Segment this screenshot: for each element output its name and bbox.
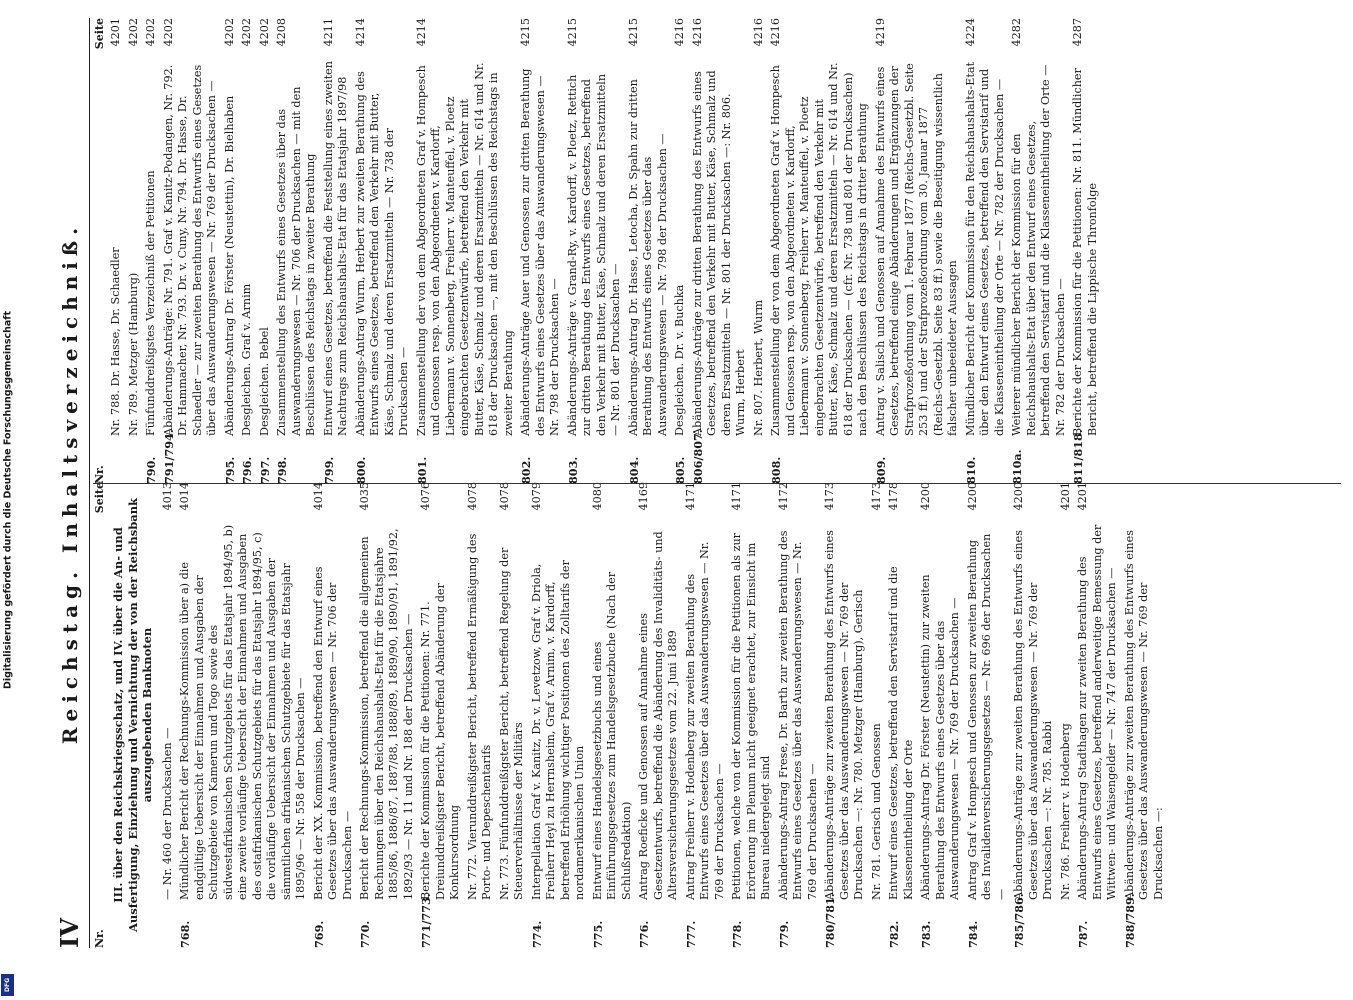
seite-label: Seite xyxy=(93,18,106,50)
toc-entry xyxy=(684,482,728,948)
entry-text: Abänderungs-Antrag Stadthagen zur zweiten Berathung des Entwurfs eines Gesetzes, betreffend anderweitige Bemessung der Wittwen- und Waisengelder — Nr. 747 der Drucksachen — xyxy=(1076,524,1118,900)
entry-number: 800. xyxy=(353,456,368,484)
toc-entry xyxy=(769,18,871,484)
entry-text: Abänderungs-Antrag Wurm, Herbert zur zweiten Berathung des Entwurfs eines Gesetzes, betreffend den Verkehr mit Butter, Käse, Schmalz und deren Ersatzmitteln — Nr. 738 der Drucksachen — xyxy=(353,71,410,436)
entry-page: 4014 xyxy=(311,482,325,511)
entry-page: 4211 xyxy=(321,18,335,47)
entry-text: Desgleichen. Graf v. Arnim xyxy=(240,283,253,436)
toc-entry xyxy=(127,18,142,484)
entry-page: 4215 xyxy=(565,18,579,47)
entry-number: 809. xyxy=(873,456,888,484)
entry-number: 775. xyxy=(590,920,605,948)
entry-text: Desgleichen. Dr. v. Buchka xyxy=(673,284,686,436)
entry-number xyxy=(1059,900,1074,948)
toc-entry xyxy=(637,482,681,948)
entry-page: 4202 xyxy=(257,18,271,47)
entry-page: 4202 xyxy=(222,18,236,47)
entry-text: Abänderungs-Antrag Dr. Förster (Neustettin), Dr. Bielhaben xyxy=(222,95,236,436)
toc-entry xyxy=(223,18,238,484)
toc-entry xyxy=(1012,482,1056,948)
entry-number: 776. xyxy=(637,920,651,948)
header-rule xyxy=(89,18,90,948)
entry-number: 799. xyxy=(321,456,336,484)
toc-entry xyxy=(530,482,588,948)
entry-number: 810a. xyxy=(1010,449,1024,484)
entry-text: Abänderungs-Antrag Dr. Förster (Neustettin) zur zweiten Berathung des Entwurfs eines Gesetzes über das Auswanderungswesen — Nr. 769 der Drucksachen — xyxy=(919,574,961,900)
entry-page: 4078 xyxy=(465,482,479,511)
entry-page: 4076 xyxy=(419,482,432,511)
entry-number: 802. xyxy=(519,456,533,484)
entry-page: 4214 xyxy=(353,18,367,47)
entry-number: 780/781. xyxy=(823,893,837,948)
toc-entry xyxy=(627,18,671,484)
entry-number: 769. xyxy=(311,920,326,948)
entry-text: Abänderungs-Anträge v. Grand-Ry, v. Kardorff, v. Ploetz, Rettich zur dritten Berathung des Entwurfs eines Gesetzes, betreffend den Verkehr mit Butter, Käse, Schmalz und deren Ersatzmitteln — Nr. 801 der Drucksachen — xyxy=(565,73,622,436)
toc-entry xyxy=(823,482,867,948)
entry-page: 4200 xyxy=(965,482,979,511)
toc-entry xyxy=(1071,18,1100,484)
toc-entry xyxy=(519,18,563,484)
entry-page: 4013 xyxy=(160,482,174,511)
entry-page: 4173 xyxy=(823,482,836,511)
entry-number: 801. xyxy=(414,456,429,484)
toc-entry xyxy=(966,482,1010,948)
entry-text: Berichte der Kommission für die Petitionen: Nr. 771. Dreiunddreißigster Bericht, betreffend Abänderung der Konkursordnung xyxy=(419,583,461,900)
toc-entry xyxy=(240,18,255,484)
entry-number: 784. xyxy=(965,920,980,948)
entry-number: 790. xyxy=(144,456,158,484)
entry-number: 770. xyxy=(358,920,372,948)
entry-text: Antrag Roeficke und Genossen auf Annahme eines Gesetzentwurfs, betreffend die Abänderung des Invaliditäts- und Altersversicherungsgesetzes vom 22. Juni 1889 xyxy=(637,531,679,900)
toc-entry xyxy=(275,18,319,484)
digitization-footer xyxy=(0,0,16,1000)
entry-page: 4202 xyxy=(126,18,140,47)
entry-page: 4214 xyxy=(414,18,428,47)
toc-entry xyxy=(673,18,688,484)
entry-text: Abänderungs-Anträge: Nr. 791. Graf v. Kanitz-Podangen, Nr. 792. Dr. Hammacher, Nr. 793. Dr. v. Cuny, Nr. 794. Dr. Hasse, Dr. Schaedler — zur zweiten Berathung des Entwurfs eines Gesetzes über das Auswanderungswesen — Nr. 769 der Drucksachen — xyxy=(161,64,218,436)
entry-text: Abänderungs-Anträge zur zweiten Berathung des Entwurfs eines Gesetzes über das Auswanderungswesen — Nr. 769 der Drucksachen —: Nr. 785. Rabbi xyxy=(1012,530,1054,900)
entry-page: 4215 xyxy=(626,18,640,47)
entry-number: 768. xyxy=(178,920,192,948)
left-column-header xyxy=(93,482,109,948)
entry-page: 4202 xyxy=(144,18,157,47)
entry-page: 4079 xyxy=(529,482,543,511)
entry-number: 803. xyxy=(565,456,580,484)
entry-number: 777. xyxy=(683,920,698,948)
entry-text: Nr. 789. Metzger (Hamburg) xyxy=(126,272,140,436)
entry-number xyxy=(466,900,495,948)
entry-page: 4215 xyxy=(519,18,532,47)
page-title: Reichstag. Inhaltsverzeichniß. xyxy=(58,221,82,745)
nr-label: Nr. xyxy=(93,465,106,484)
entry-page: 4287 xyxy=(1071,18,1084,47)
entry-text: Desgleichen. Bebel xyxy=(257,327,271,436)
entry-text: Berichte der Kommission für die Petitionen: Nr. 811. Mündlicher Bericht, betreffend die Lippische Thronfolge xyxy=(1071,68,1099,436)
right-column-header xyxy=(93,18,109,484)
right-column xyxy=(93,18,1341,484)
entry-text: Antrag Graf v. Hompesch und Genossen zur zweiten Berathung des Invalidenversicherungsgesetzes — Nr. 696 der Drucksachen — xyxy=(965,533,1008,900)
entry-number: 805. xyxy=(673,456,687,484)
entry-text: Entwurf eines Gesetzes, betreffend den Servistarif und die Klasseneintheilung der Orte xyxy=(887,566,915,900)
right-entry-list xyxy=(109,18,1100,484)
entry-text: Nr. 786. Freiherr v. Hodenberg xyxy=(1058,723,1072,900)
entry-page: 4201 xyxy=(1058,482,1072,511)
toc-entry xyxy=(566,18,624,484)
entry-text: Abänderungs-Antrag Frese, Dr. Barth zur zweiten Berathung des Entwurfs eines Gesetzes über das Auswanderungswesen — Nr. 769 der Drucksachen — xyxy=(776,530,819,900)
entry-page: 4216 xyxy=(673,18,686,47)
entry-number: 785/786. xyxy=(1012,893,1026,948)
toc-entry xyxy=(258,18,273,484)
toc-entry xyxy=(1123,482,1167,948)
entry-number: 787. xyxy=(1076,920,1090,948)
entry-number: 804. xyxy=(626,456,641,484)
left-column xyxy=(93,482,1341,948)
entry-number: 778. xyxy=(730,920,744,948)
entry-number xyxy=(127,436,142,484)
entry-number: 811/818. xyxy=(1071,429,1085,484)
entry-page: 4202 xyxy=(240,18,253,47)
toc-entry xyxy=(419,482,463,948)
entry-page: 4171 xyxy=(683,482,697,511)
entry-text: Nr. 773. Fünfunddreißigster Bericht, betreffend Regelung der Steuerverhältnisse der Militärs xyxy=(497,547,525,900)
entry-number: 779. xyxy=(776,920,791,948)
entry-number: 771/773. xyxy=(419,893,433,948)
entry-page xyxy=(1123,482,1167,518)
page-number: IV xyxy=(55,918,84,948)
entry-text: Abänderungs-Anträge zur zweiten Berathung des Entwurfs eines Gesetzes über das Auswanderungswesen — Nr. 769 der Drucksachen —: xyxy=(1122,530,1165,900)
entry-page: 4282 xyxy=(1010,18,1023,47)
toc-entry xyxy=(874,18,961,484)
toc-entry xyxy=(919,482,963,948)
entry-page: 4200 xyxy=(919,482,932,511)
entry-number: 795. xyxy=(222,456,237,484)
toc-entry xyxy=(752,18,767,484)
toc-entry xyxy=(1076,482,1120,948)
toc-entry xyxy=(870,482,885,948)
toc-entry xyxy=(144,18,159,484)
entry-text: Nr. 788. Dr. Hasse, Dr. Schaedler xyxy=(109,247,122,436)
entry-page: 4216 xyxy=(769,18,782,47)
entry-text: Abänderungs-Anträge zur zweiten Berathung des Entwurfs eines Gesetzes über das Auswanderungswesen — Nr. 769 der Drucksachen —: Nr. 780. Metzger (Hamburg), Gerisch xyxy=(823,530,865,900)
dfg-logo: DFG xyxy=(1,974,14,996)
entry-number: 808. xyxy=(769,456,783,484)
entry-text: Nr. 807. Herbert, Wurm xyxy=(751,299,765,436)
entry-page: 4080 xyxy=(590,482,604,511)
entry-number: 774. xyxy=(529,920,544,948)
toc-entry xyxy=(312,482,356,948)
entry-page: 4178 xyxy=(887,482,900,511)
entry-text: Nr. 772. Vierunddreißigster Bericht, betreffend Ermäßigung des Porto- und Depeschentarifs xyxy=(465,533,493,900)
entry-page: 4216 xyxy=(751,18,765,47)
entry-text: Nr. 781. Gerisch und Genossen xyxy=(869,723,883,900)
entry-page: 4173 xyxy=(869,482,883,511)
entry-page: 4216 xyxy=(690,18,704,47)
entry-page: 4171 xyxy=(730,482,743,511)
entry-text: Antrag Freiherr v. Hodenberg zur zweiten Berathung des Entwurfs eines Gesetzes über das Auswanderungswesen — Nr. 769 der Drucksachen — xyxy=(683,541,726,900)
entry-page: 4169 xyxy=(637,482,650,511)
entry-text: Mündlicher Bericht der Rechnungs-Kommission über a) die endgültige Uebersicht der Einnahmen und Ausgaben der Schutzgebiete von Kamerun und Togo sowie des südwestafrikanischen Schutzgebiets für das Etatsjahr 1894/95, b) eine zweite vorläufige Uebersicht der Einnahmen und Ausgaben des ostafrikanischen Schutzgebiets für das Etatsjahr 1894/95, c) die vorläufige Uebersicht der Einnahmen und Ausgaben der sämmtlichen afrikanischen Schutzgebiete für das Etatsjahr 1895/96 — Nr. 558 der Drucksachen — xyxy=(178,524,307,900)
entry-text: Abänderungs-Anträge Auer und Genossen zur dritten Berathung des Entwurfs eines Gesetzes über das Auswanderungswesen — Nr. 798 der Drucksachen — xyxy=(519,68,561,436)
entry-text: Entwurf eines Handelsgesetzbuchs und eines Einführungsgesetzes zum Handelsgesetzbuche (Nach der Schlußredaktion) xyxy=(590,571,633,900)
toc-entry xyxy=(777,482,821,948)
toc-entry xyxy=(161,482,176,948)
entry-text: Fünfunddreißigstes Verzeichniß der Petitionen xyxy=(144,170,157,436)
entry-number xyxy=(109,436,124,484)
toc-entry xyxy=(178,482,309,948)
nr-label: Nr. xyxy=(93,929,106,948)
toc-entry xyxy=(354,18,412,484)
section-heading: III. über den Reichskriegsschatz, und IV. über die An- und Ausfertigung, Einziehung und Vernichtung der von der Reichsbank auszugebenden Banknoten xyxy=(111,497,154,933)
entry-text: Abänderungs-Antrag Dr. Hasse, Letocha, Dr. Spahn zur dritten Berathung des Entwurfs eines Gesetzes über das Auswanderungswesen — Nr. 798 der Drucksachen — xyxy=(626,79,669,436)
entry-number xyxy=(161,900,176,948)
entry-number xyxy=(498,900,527,948)
entry-number xyxy=(752,436,767,484)
entry-page: 4172 xyxy=(776,482,790,511)
toc-entry xyxy=(691,18,749,484)
toc-entry xyxy=(887,482,916,948)
entry-text: Zusammenstellung des Entwurfs eines Gesetzes über das Auswanderungswesen — Nr. 706 der Drucksachen — mit den Beschlüssen des Reichstags in zweiter Berathung xyxy=(275,86,317,436)
toc-entry xyxy=(109,18,124,484)
entry-number: 798. xyxy=(275,456,289,484)
toc-entry xyxy=(162,18,220,484)
toc-entry xyxy=(964,18,1008,484)
left-entry-list xyxy=(161,482,1167,948)
entry-page: 4035 xyxy=(358,482,371,511)
footer-text: Digitalisierung gefördert durch die Deutsche Forschungsgemeinschaft xyxy=(2,311,14,689)
entry-number: 797. xyxy=(257,456,272,484)
toc-entry xyxy=(358,482,416,948)
entry-page: 4201 xyxy=(109,18,122,47)
entry-number: 796. xyxy=(240,456,254,484)
entry-text: Bericht der Rechnungs-Kommission, betreffend die allgemeinen Rechnungen über den Reichshaushalts-Etat für die Etatsjahre 1885/86, 1886/87, 1887/88, 1888/89, 1889/90, 1890/91, 1891/92, 1892/93 — Nr. 11 und Nr. 188 der Drucksachen — xyxy=(358,528,415,900)
entry-page: 4208 xyxy=(275,18,288,47)
entry-text: Antrag v. Salisch und Genossen auf Annahme des Entwurfs eines Gesetzes, betreffend einige Abänderungen und Ergänzungen der Strafprozeßordnung vom 1. Februar 1877 (Reichs-Gesetzbl. Seite 253 ff.) und der Strafprozeßordnung vom 30. Januar 1877 (Reichs-Gesetzbl. Seite 83 ff.) sowie die Beseitigung wissentlich falscher unbeeideter Aussagen xyxy=(873,63,959,436)
entry-text: Interpellation Graf v. Kanitz, Dr. v. Levetzow, Graf v. Driola, Freiherr Heyl zu Herrnsheim, Graf v. Arnim, v. Kardorff, betreffend Erhöhung wichtiger Positionen des Zolltarifs der nordamerikanischen Union xyxy=(529,560,586,900)
seite-label: Seite xyxy=(93,482,106,514)
toc-entry xyxy=(415,18,517,484)
toc-entry xyxy=(466,482,495,948)
entry-text: Abänderungs-Anträge zur dritten Berathung des Entwurfs eines Gesetzes, betreffend den Verkehr mit Butter, Käse, Schmalz und deren Ersatzmitteln — Nr. 801 der Drucksachen —: Nr. 806. Wurm, Herbert xyxy=(690,70,747,436)
rotated-sheet xyxy=(41,0,1353,968)
entry-number: 791/794. xyxy=(161,429,176,484)
toc-entry xyxy=(322,18,351,484)
entry-text: Petitionen, welche von der Kommission für die Petitionen als zur Erörterung im Plenum nicht geeignet erachtet, zur Einsicht im Bureau niedergelegt sind xyxy=(730,532,772,900)
entry-page: 4224 xyxy=(963,18,977,47)
entry-page: 4201 xyxy=(1076,482,1089,511)
entry-number xyxy=(870,900,885,948)
entry-page: 4200 xyxy=(1012,482,1025,511)
entry-number: 782. xyxy=(887,920,901,948)
scanned-page xyxy=(18,0,1353,1000)
toc-entry xyxy=(591,482,635,948)
entry-text: Bericht der XX. Kommission, betreffend den Entwurf eines Gesetzes über das Auswanderungswesen — Nr. 706 der Drucksachen — xyxy=(311,566,354,900)
entry-page: 4202 xyxy=(161,18,175,47)
page-header xyxy=(55,18,85,948)
entry-text: Zusammenstellung der von dem Abgeordneten Graf v. Hompesch und Genossen resp. von den Abgeordneten v. Kardorff, Liebermann v. Sonnenberg, Freiherr v. Manteuffel, v. Ploetz eingebrachten Gesetzentwürfe, betreffend den Verkehr mit Butter, Käse, Schmalz und deren Ersatzmitteln — Nr. 614 und Nr. 618 der Drucksachen — (cfr. Nr. 738 und 801 der Drucksachen) nach den Beschlüssen des Reichstags in dritter Berathung xyxy=(769,62,869,436)
toc-entry xyxy=(1059,482,1074,948)
toc-entry xyxy=(730,482,774,948)
toc-entry xyxy=(1010,18,1068,484)
entry-page: 4014 xyxy=(178,482,191,511)
toc-entry xyxy=(498,482,527,948)
entry-text: Weiterer mündlicher Bericht der Kommission für den Reichshaushalts-Etat über den Entwurf eines Gesetzes, betreffend den Servistarif und die Klasseneintheilung der Orte — Nr. 782 der Drucksachen — xyxy=(1010,64,1067,436)
entry-text: — Nr. 460 der Drucksachen — xyxy=(160,727,174,900)
entry-number: 788/789. xyxy=(1122,893,1137,948)
entry-text: Mündlicher Bericht der Kommission für den Reichshaushalts-Etat über den Entwurf eines Gesetzes, betreffend den Servistarif und die Klasseneintheilung der Orte — Nr. 782 der Drucksachen — xyxy=(963,61,1006,436)
entry-page: 4078 xyxy=(497,482,511,511)
entry-page: 4219 xyxy=(873,18,887,47)
entry-text: Entwurf eines Gesetzes, betreffend die Feststellung eines zweiten Nachtrags zum Reichshaushalts-Etat für das Etatsjahr 1897/98 xyxy=(321,61,349,436)
entry-number: 810. xyxy=(963,456,978,484)
entry-text: Zusammenstellung der von dem Abgeordneten Graf v. Hompesch und Genossen resp. von den Abgeordneten v. Kardorff, Liebermann v. Sonnenberg, Freiherr v. Manteuffel, v. Ploetz eingebrachten Gesetzentwürfe, betreffend den Verkehr mit Butter, Käse, Schmalz und deren Ersatzmitteln — Nr. 614 und Nr. 618 der Drucksachen —, mit den Beschlüssen des Reichstags in zweiter Berathung xyxy=(414,62,515,436)
entry-number: 806/807. xyxy=(690,429,705,484)
entry-number: 783. xyxy=(919,920,933,948)
